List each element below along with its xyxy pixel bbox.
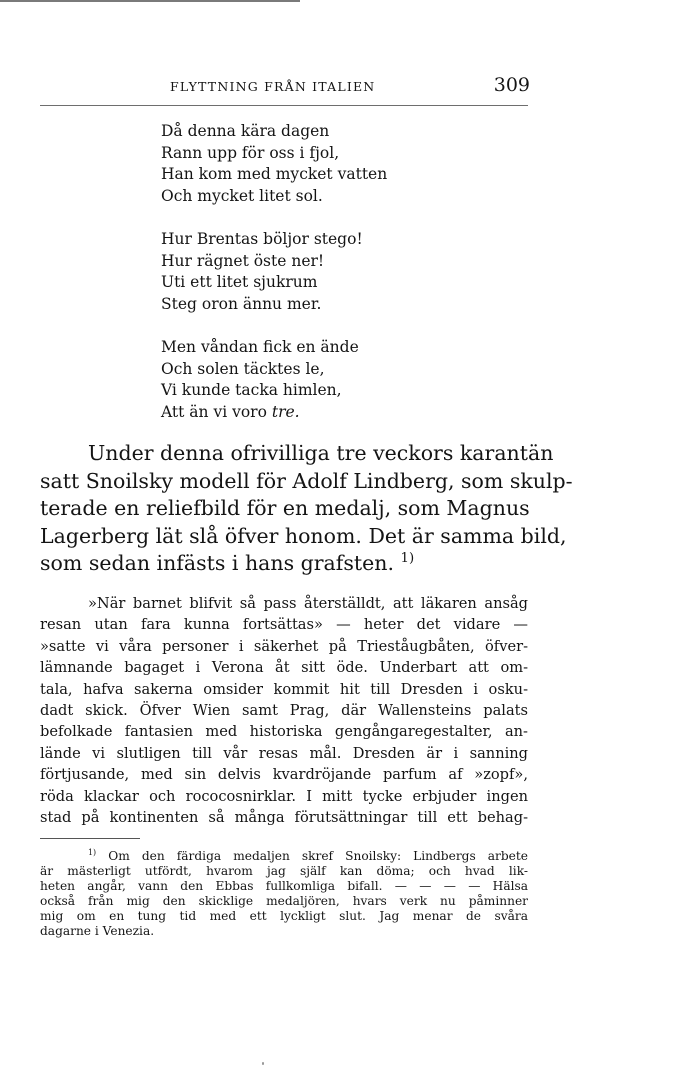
page-header bbox=[40, 76, 530, 100]
paragraph-line: befolkade fantasien med historiska gengångaregestalter, an- bbox=[40, 723, 528, 741]
paragraph-line: dadt skick. Öfver Wien samt Prag, där Wallensteins palats bbox=[40, 702, 528, 720]
footnote-rule bbox=[40, 838, 140, 839]
paragraph-line: lämnande bagaget i Verona åt sitt öde. Underbart att om- bbox=[40, 659, 528, 677]
paragraph-line: tala, hafva sakerna omsider kommit hit till Dresden i osku- bbox=[40, 680, 528, 698]
paragraph-line: terade en reliefbild för en medalj, som Magnus bbox=[40, 496, 530, 521]
verse-line: Vi kunde tacka himlen, bbox=[161, 381, 342, 399]
quoted-letter-paragraph bbox=[40, 593, 528, 828]
paper-speck bbox=[262, 1062, 264, 1065]
footnote-mark: 1) bbox=[88, 847, 97, 857]
footnote-line-first bbox=[40, 849, 528, 864]
paragraph-line: röda klackar och rococosnirklar. I mitt tycke erbjuder ingen bbox=[40, 787, 528, 805]
footnote bbox=[40, 849, 528, 940]
paragraph-line: Lagerberg lät slå öfver honom. Det är samma bild, bbox=[40, 523, 567, 548]
verse-line: Rann upp för oss i fjol, bbox=[161, 143, 340, 162]
poem-stanza-2 bbox=[161, 229, 387, 315]
running-title: FLYTTNING FRÅN ITALIEN bbox=[170, 79, 376, 94]
paragraph-line: lände vi slutligen till vår resas mål. Dresden är i sanning bbox=[40, 744, 528, 762]
paragraph-line: Under denna ofrivilliga tre veckors karantän bbox=[88, 441, 554, 465]
footnote-line: mig om en tung tid med ett lyckligt slut. Jag menar de svåra bbox=[40, 909, 528, 924]
footnote-line: dagarne i Venezia. bbox=[40, 924, 155, 939]
page-number: 309 bbox=[493, 74, 530, 96]
verse-line: Och solen täcktes le, bbox=[161, 359, 325, 378]
verse-line: Men våndan fick en ände bbox=[161, 338, 359, 356]
emphasized-word: tre. bbox=[271, 402, 300, 421]
paragraph-line: resan utan fara kunna fortsättas» — heter det vidare — bbox=[40, 616, 528, 634]
verse-line: Steg oron ännu mer. bbox=[161, 294, 322, 313]
top-edge-rule bbox=[0, 0, 300, 2]
verse-line-last bbox=[161, 402, 387, 424]
poem bbox=[161, 121, 387, 423]
footnote-line: också från mig den skicklige medaljören, hvars verk nu påminner bbox=[40, 894, 528, 909]
paragraph-line: satt Snoilsky modell för Adolf Lindberg, som skulp- bbox=[40, 468, 573, 493]
verse-line: Han kom med mycket vatten bbox=[161, 165, 388, 183]
verse-line: Hur Brentas böljor stego! bbox=[161, 230, 363, 248]
verse-text: Att än vi voro bbox=[161, 402, 272, 421]
footnote-line: är mästerligt utfördt, hvarom jag själf kan döma; och hvad lik- bbox=[40, 864, 528, 879]
poem-stanza-3 bbox=[161, 337, 387, 423]
footnote-reference[interactable]: 1) bbox=[400, 551, 415, 567]
paragraph-line: stad på kontinenten så många förutsättningar till ett behag- bbox=[40, 809, 528, 827]
paragraph-text: som sedan infästs i hans grafsten. bbox=[40, 551, 394, 576]
paragraph-line: förtjusande, med sin delvis kvardröjande parfum af »zopf», bbox=[40, 766, 528, 784]
header-rule bbox=[40, 105, 528, 106]
poem-stanza-1 bbox=[161, 121, 387, 207]
paragraph-line: »satte vi våra personer i säkerhet på Trieståugbåten, öfver- bbox=[40, 637, 528, 655]
verse-line: Då denna kära dagen bbox=[161, 122, 330, 140]
verse-line: Och mycket litet sol. bbox=[161, 186, 323, 205]
main-paragraph bbox=[40, 440, 573, 578]
verse-line: Uti ett litet sjukrum bbox=[161, 273, 318, 291]
footnote-text: Om den färdiga medaljen skref Snoilsky: Lindbergs arbete bbox=[96, 849, 528, 863]
paragraph-line-last bbox=[40, 550, 528, 578]
verse-line: Hur rägnet öste ner! bbox=[161, 251, 325, 270]
footnote-line: heten angår, vann den Ebbas fullkomliga bifall. — — — — Hälsa bbox=[40, 879, 528, 894]
paragraph-line: »När barnet blifvit så pass återställdt, att läkaren ansåg bbox=[88, 595, 528, 612]
